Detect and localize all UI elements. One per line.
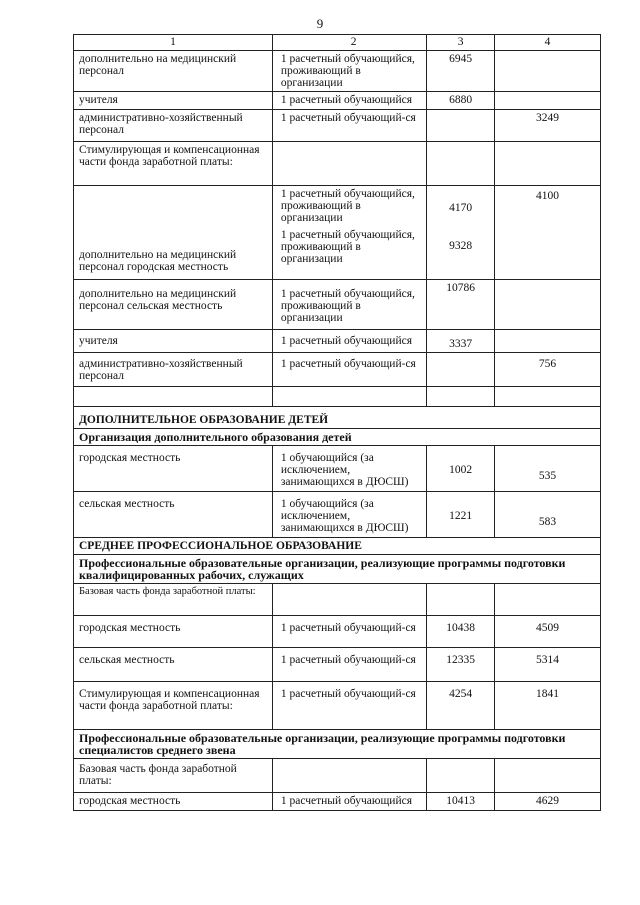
table-row xyxy=(74,616,601,648)
row-unit xyxy=(272,584,426,616)
row-value-3: 1002 xyxy=(427,446,495,492)
row-unit: 1 расчетный обучающий-ся xyxy=(272,353,426,387)
row-value-3 xyxy=(427,353,495,387)
row-unit: 1 расчетный обучающийся, проживающий в организации xyxy=(272,280,426,330)
row-value-3: 10413 xyxy=(427,793,495,811)
row-unit: 1 обучающийся (за исключением, занимающихся в ДЮСШ) xyxy=(272,446,426,492)
row-label: административно-хозяйственный персонал xyxy=(74,110,273,142)
row-unit: 1 расчетный обучающий-ся xyxy=(272,110,426,142)
row-value-4: 4100 xyxy=(494,186,600,280)
row-value-3: 3337 xyxy=(427,330,495,353)
table-row xyxy=(74,492,601,538)
row-value-4 xyxy=(494,280,600,330)
row-value-3 xyxy=(427,110,495,142)
subsection-title: Профессиональные образовательные организации, реализующие программы подготовки специалистов среднего звена xyxy=(74,730,601,759)
row-unit: 1 расчетный обучающийся, проживающий в организации xyxy=(280,188,415,224)
empty-cell xyxy=(272,387,426,407)
row-unit xyxy=(272,759,426,793)
row-label: учителя xyxy=(74,330,273,353)
row-value-3: 6945 xyxy=(427,51,495,92)
row-unit-pair xyxy=(272,186,426,280)
row-unit: 1 расчетный обучающийся xyxy=(272,92,426,110)
row-value-4: 535 xyxy=(494,446,600,492)
empty-cell xyxy=(74,387,273,407)
row-unit xyxy=(272,142,426,186)
subsection-row xyxy=(74,429,601,446)
row-value-4: 756 xyxy=(494,353,600,387)
row-unit: 1 расчетный обучающий-ся xyxy=(272,648,426,682)
subsection-row xyxy=(74,555,601,584)
row-value-3 xyxy=(427,759,495,793)
column-header: 3 xyxy=(427,35,495,51)
subsection-row xyxy=(74,730,601,759)
section-title: ДОПОЛНИТЕЛЬНОЕ ОБРАЗОВАНИЕ ДЕТЕЙ xyxy=(74,407,601,429)
row-value-3: 1221 xyxy=(427,492,495,538)
row-value-4: 3249 xyxy=(494,110,600,142)
row-value-pair xyxy=(427,186,495,280)
table-row xyxy=(74,280,601,330)
column-header: 1 xyxy=(74,35,273,51)
table-row xyxy=(74,446,601,492)
table-row xyxy=(74,648,601,682)
row-label: сельская местность xyxy=(74,648,273,682)
row-value-4: 583 xyxy=(494,492,600,538)
table-row xyxy=(74,584,601,616)
row-unit: 1 расчетный обучающий-ся xyxy=(272,682,426,730)
empty-cell xyxy=(427,387,495,407)
row-label: административно-хозяйственный персонал xyxy=(74,353,273,387)
row-unit: 1 расчетный обучающий-ся xyxy=(272,616,426,648)
column-header: 4 xyxy=(494,35,600,51)
row-unit: 1 расчетный обучающийся xyxy=(272,793,426,811)
row-label: Базовая часть фонда заработной платы: xyxy=(74,759,273,793)
row-label: городская местность xyxy=(74,793,273,811)
row-value-4: 1841 xyxy=(494,682,600,730)
row-label: сельская местность xyxy=(74,492,273,538)
row-value-3: 6880 xyxy=(427,92,495,110)
row-label: дополнительно на медицинский персонал сельская местность xyxy=(74,280,273,330)
subsection-title: Организация дополнительного образования детей xyxy=(74,429,601,446)
row-value-4 xyxy=(494,92,600,110)
empty-row xyxy=(74,387,601,407)
row-value-3: 10438 xyxy=(427,616,495,648)
row-label: городская местность xyxy=(74,446,273,492)
row-value-4: 4629 xyxy=(494,793,600,811)
row-label: дополнительно на медицинский персонал xyxy=(74,51,273,92)
row-value-3: 9328 xyxy=(449,240,473,252)
row-unit: 1 расчетный обучающийся, проживающий в организации xyxy=(272,51,426,92)
row-label: дополнительно на медицинский персонал городская местность xyxy=(74,186,273,280)
table-row xyxy=(74,51,601,92)
subsection-title: Профессиональные образовательные организации, реализующие программы подготовки квалифицированных рабочих, служащих xyxy=(74,555,601,584)
row-unit: 1 расчетный обучающийся, проживающий в организации xyxy=(280,229,415,265)
row-label: учителя xyxy=(74,92,273,110)
row-value-3: 12335 xyxy=(427,648,495,682)
row-value-3: 4254 xyxy=(427,682,495,730)
row-label: городская местность xyxy=(74,616,273,648)
table-row xyxy=(74,92,601,110)
table-header-row xyxy=(74,35,601,51)
row-value-3: 10786 xyxy=(427,280,495,330)
page-number: 9 xyxy=(316,16,324,31)
row-unit: 1 обучающийся (за исключением, занимающихся в ДЮСШ) xyxy=(272,492,426,538)
column-header: 2 xyxy=(272,35,426,51)
row-value-4 xyxy=(494,584,600,616)
table-row xyxy=(74,759,601,793)
row-label: Стимулирующая и компенсационная части фонда заработной платы: xyxy=(74,682,273,730)
row-label: Базовая часть фонда заработной платы: xyxy=(74,584,273,616)
table-row xyxy=(74,682,601,730)
row-value-4: 5314 xyxy=(494,648,600,682)
row-value-4 xyxy=(494,759,600,793)
row-label: Стимулирующая и компенсационная части фонда заработной платы: xyxy=(74,142,273,186)
row-value-4 xyxy=(494,142,600,186)
section-row xyxy=(74,538,601,555)
table-row xyxy=(74,793,601,811)
funding-table xyxy=(73,34,601,811)
row-value-4 xyxy=(494,330,600,353)
section-title: СРЕДНЕЕ ПРОФЕССИОНАЛЬНОЕ ОБРАЗОВАНИЕ xyxy=(74,538,601,555)
table-row xyxy=(74,142,601,186)
row-value-4: 4509 xyxy=(494,616,600,648)
table-row xyxy=(74,110,601,142)
table-row xyxy=(74,330,601,353)
row-value-4 xyxy=(494,51,600,92)
row-value-3: 4170 xyxy=(449,202,473,214)
empty-cell xyxy=(494,387,600,407)
section-row xyxy=(74,407,601,429)
table-row xyxy=(74,186,601,280)
row-value-3 xyxy=(427,142,495,186)
row-unit: 1 расчетный обучающийся xyxy=(272,330,426,353)
row-value-3 xyxy=(427,584,495,616)
table-row xyxy=(74,353,601,387)
